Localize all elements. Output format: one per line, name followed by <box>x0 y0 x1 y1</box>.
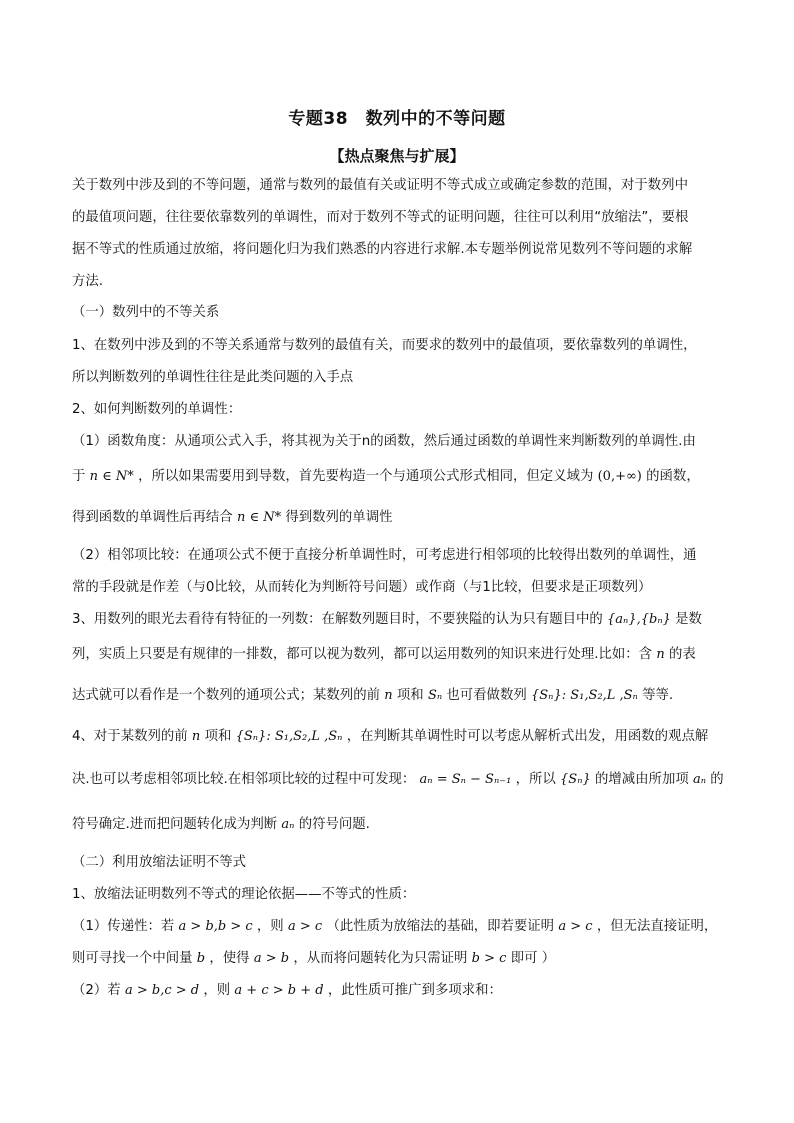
point-1-line-1: 1、在数列中涉及到的不等关系通常与数列的最值有关，而要求的数列中的最值项，要依靠数列的单调性， <box>72 338 697 353</box>
section-heading: 【热点聚焦与扩展】 <box>329 147 465 165</box>
math-interval: (0,+∞) <box>597 469 642 484</box>
section-2-heading: （二）利用放缩法证明不等式 <box>72 855 247 870</box>
intro-line-1: 关于数列中涉及到的不等问题，通常与数列的最值有关或证明不等式成立或确定参数的范围，对于数列中 <box>72 178 688 193</box>
point-4-line-3: 符号确定.进而把问题转化成为判断 aₙ 的符号问题. <box>72 817 370 832</box>
section-1-heading: （一）数列中的不等关系 <box>72 305 220 320</box>
point-q1-heading: 1、放缩法证明数列不等式的理论依据——不等式的性质： <box>72 887 416 902</box>
point-4-line-1: 4、对于某数列的前 n 项和 {Sₙ}: S₁,S₂,L ,Sₙ ，在判断其单调性时可以考虑从解析式出发，用函数的观点解 <box>72 729 709 744</box>
point-2a-line-3: 得到函数的单调性后再结合 n ∈ N* 得到数列的单调性 <box>72 510 393 525</box>
point-3-line-2: 列，实质上只要是有规律的一排数，都可以视为数列，都可以运用数列的知识来进行处理.比如：含 n 的表 <box>72 647 696 662</box>
intro-line-2: 的最值项问题，往往要依靠数列的单调性，而对于数列不等式的证明问题，往往可以利用“放缩法”，要根 <box>72 210 689 225</box>
math-sequences: {aₙ},{bₙ} <box>607 612 671 627</box>
intro-line-4: 方法. <box>72 274 104 289</box>
point-2b-line-1: （2）相邻项比较：在通项公式不便于直接分析单调性时，可考虑进行相邻项的比较得出数列的单调性，通 <box>72 548 697 563</box>
page-title: 专题38 数列中的不等问题 <box>288 109 506 129</box>
math-partial-sums: {Sₙ}: S₁,S₂,L ,Sₙ <box>235 729 343 744</box>
point-4-line-2: 决.也可以考虑相邻项比较.在相邻项比较的过程中可发现： aₙ = Sₙ − Sₙ₋₁ ，所以 {Sₙ} 的增减由所加项 aₙ 的 <box>72 772 724 787</box>
point-3-line-3: 达式就可以看作是一个数列的通项公式；某数列的前 n 项和 Sₙ 也可看做数列 {Sₙ}: S₁,S₂,L ,Sₙ 等等. <box>72 688 674 703</box>
point-2a-line-1: （1）函数角度：从通项公式入手，将其视为关于n的函数，然后通过函数的单调性来判断数列的单调性.由 <box>72 434 696 449</box>
point-3-line-1: 3、用数列的眼光去看待有特征的一列数：在解数列题目时，不要狭隘的认为只有题目中的 {aₙ},{bₙ} 是数 <box>72 612 702 627</box>
math-partial-sums: {Sₙ}: S₁,S₂,L ,Sₙ <box>531 688 638 703</box>
point-2a-line-2: 于 n ∈ N* ，所以如果需要用到导数，首先要构造一个与通项公式形式相同，但定义域为 (0,+∞) 的函数， <box>72 469 700 484</box>
intro-line-3: 据不等式的性质通过放缩，将问题化归为我们熟悉的内容进行求解.本专题举例说常见数列不等问题的求解 <box>72 242 693 257</box>
point-q1b-line: （2）若 a > b,c > d ，则 a + c > b + d ，此性质可推广到多项求和： <box>72 983 502 998</box>
math-n-in-N: n ∈ N* <box>89 469 134 484</box>
math-an-formula: aₙ = Sₙ − Sₙ₋₁ <box>419 772 512 787</box>
point-2b-line-2: 常的手段就是作差（与0比较，从而转化为判断符号问题）或作商（与1比较，但要求是正项数列） <box>72 580 652 595</box>
point-2-heading: 2、如何判断数列的单调性： <box>72 402 242 417</box>
point-1-line-2: 所以判断数列的单调性往往是此类问题的入手点 <box>72 370 354 385</box>
math-n-in-N: n ∈ N* <box>236 510 282 525</box>
point-q1a-line-1: （1）传递性：若 a > b,b > c ，则 a > c （此性质为放缩法的基础，即若要证明 a > c ，但无法直接证明， <box>72 919 718 934</box>
point-q1a-line-2: 则可寻找一个中间量 b ，使得 a > b ，从而将问题转化为只需证明 b > c 即可 ） <box>72 951 556 966</box>
